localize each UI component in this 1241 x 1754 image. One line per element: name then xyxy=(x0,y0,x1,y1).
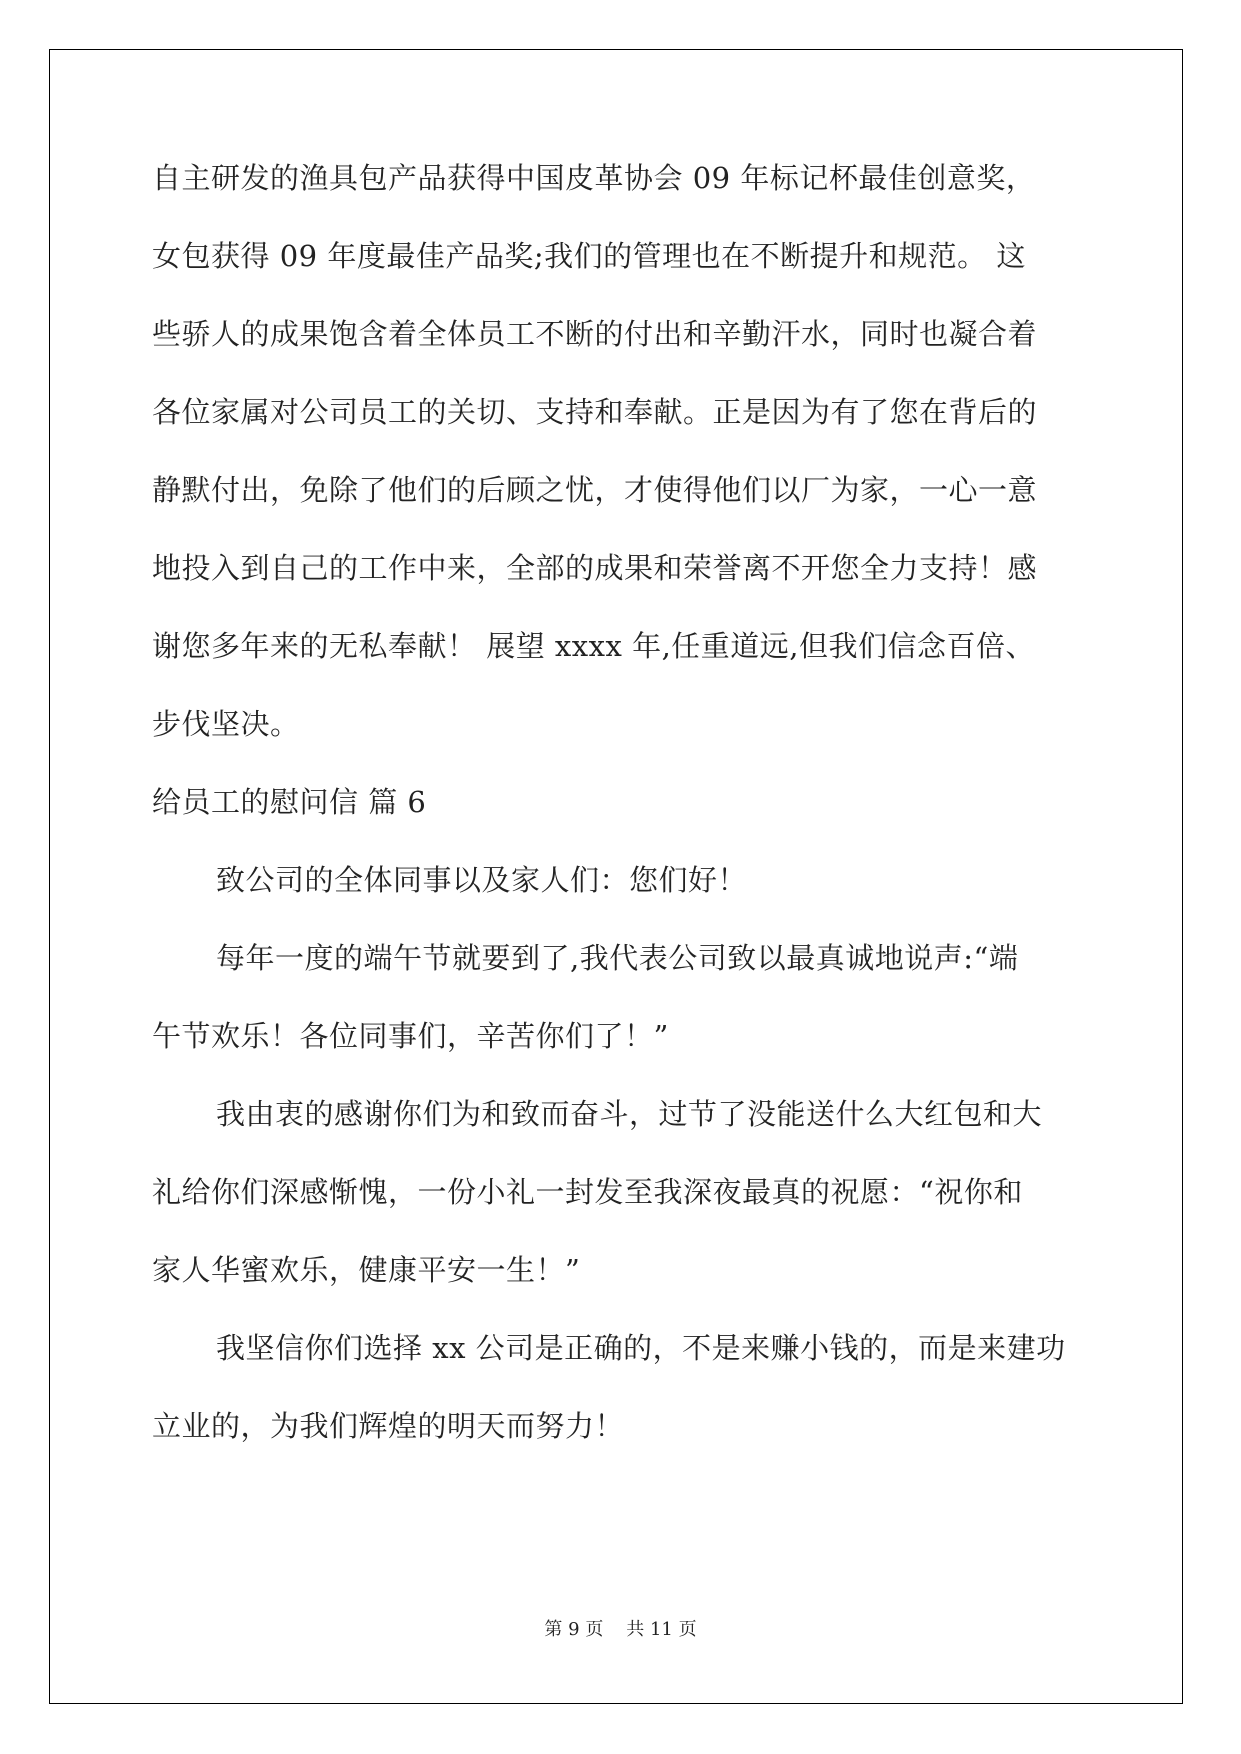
body-text-line: 我坚信你们选择 xx 公司是正确的，不是来赚小钱的，而是来建功 xyxy=(216,1331,1066,1365)
body-text-line: 步伐坚决。 xyxy=(152,707,300,741)
body-text-line: 谢您多年来的无私奉献！ 展望 xxxx 年,任重道远,但我们信念百倍、 xyxy=(152,629,1036,663)
body-text-line: 立业的，为我们辉煌的明天而努力！ xyxy=(152,1409,625,1443)
body-text-line: 家人华蜜欢乐，健康平安一生！” xyxy=(152,1253,581,1287)
salutation: 致公司的全体同事以及家人们：您们好！ xyxy=(216,863,748,897)
body-text-line: 女包获得 09 年度最佳产品奖;我们的管理也在不断提升和规范。 这 xyxy=(152,239,1026,273)
page-footer xyxy=(0,1615,1241,1641)
body-text-line: 地投入到自己的工作中来，全部的成果和荣誉离不开您全力支持！感 xyxy=(152,551,1038,585)
body-text-line: 自主研发的渔具包产品获得中国皮革协会 09 年标记杯最佳创意奖， xyxy=(152,161,1036,195)
body-text-line: 静默付出，免除了他们的后顾之忧，才使得他们以厂为家，一心一意 xyxy=(152,473,1038,507)
body-text-line: 每年一度的端午节就要到了,我代表公司致以最真诚地说声:“端 xyxy=(216,941,1019,975)
body-text-line: 各位家属对公司员工的关切、支持和奉献。正是因为有了您在背后的 xyxy=(152,395,1038,429)
page-number: 第 9 页 xyxy=(544,1619,604,1640)
section-heading: 给员工的慰问信 篇 6 xyxy=(152,785,427,819)
body-text-line: 礼给你们深感惭愧，一份小礼一封发至我深夜最真的祝愿：“祝你和 xyxy=(152,1175,1023,1209)
body-text-line: 午节欢乐！各位同事们，辛苦你们了！” xyxy=(152,1019,669,1053)
body-text-line: 些骄人的成果饱含着全体员工不断的付出和辛勤汗水，同时也凝合着 xyxy=(152,317,1038,351)
body-text-line: 我由衷的感谢你们为和致而奋斗，过节了没能送什么大红包和大 xyxy=(216,1097,1043,1131)
page-total: 共 11 页 xyxy=(626,1619,697,1640)
